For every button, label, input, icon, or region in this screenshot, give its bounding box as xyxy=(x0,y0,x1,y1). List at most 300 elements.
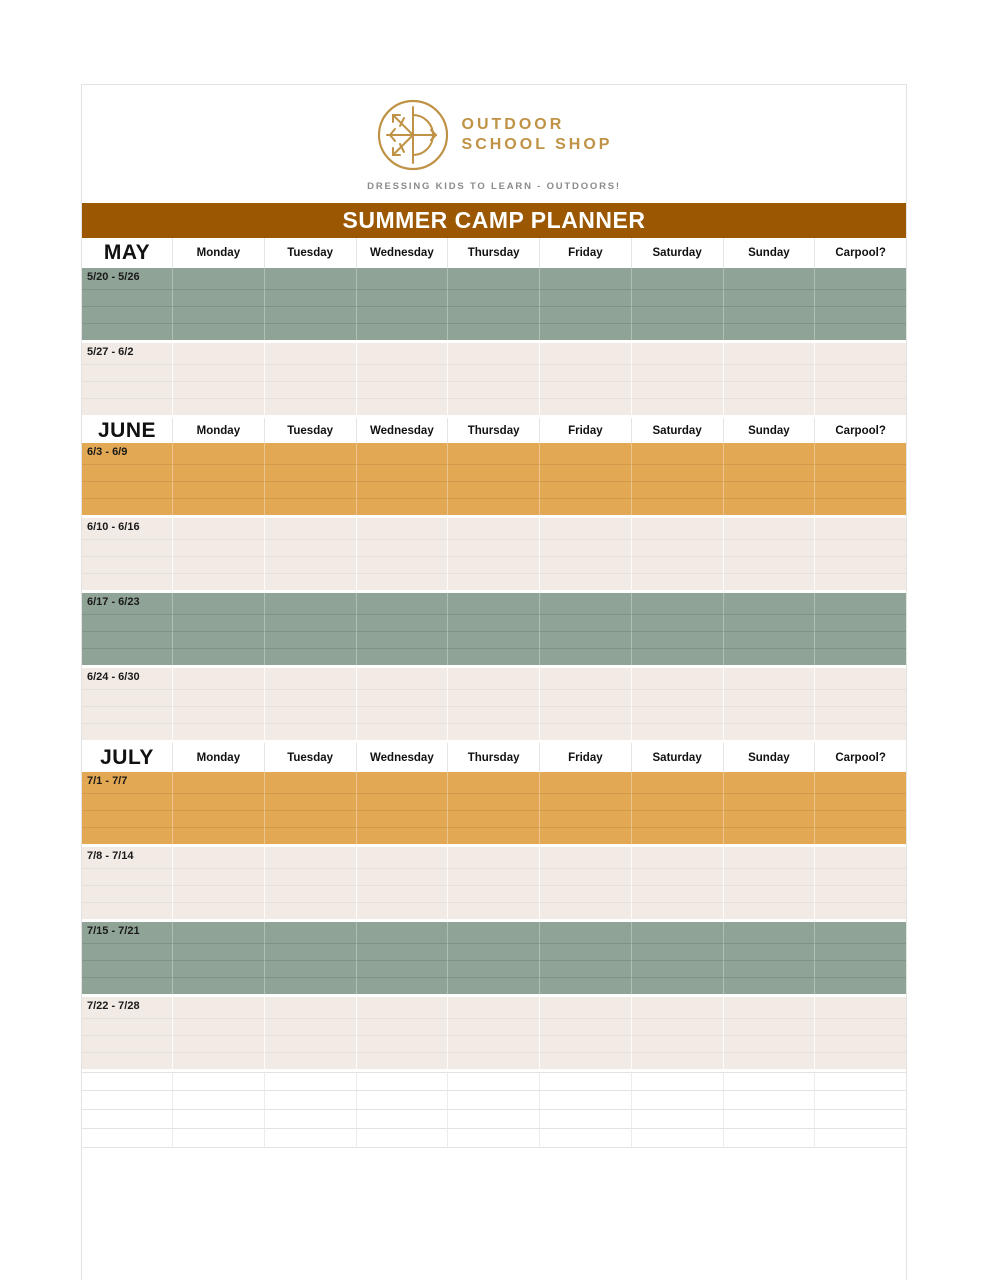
planner-cell[interactable] xyxy=(356,868,448,885)
planner-cell[interactable] xyxy=(814,922,906,943)
planner-cell[interactable] xyxy=(723,847,815,868)
planner-cell[interactable] xyxy=(814,398,906,415)
planner-cell[interactable] xyxy=(447,289,539,306)
planner-cell[interactable] xyxy=(723,868,815,885)
empty-cell[interactable] xyxy=(447,1129,539,1148)
planner-cell[interactable] xyxy=(631,1035,723,1052)
planner-cell[interactable] xyxy=(447,827,539,844)
planner-cell[interactable] xyxy=(356,827,448,844)
planner-cell[interactable] xyxy=(447,593,539,614)
planner-cell[interactable] xyxy=(723,943,815,960)
planner-cell[interactable] xyxy=(172,556,264,573)
planner-cell[interactable] xyxy=(723,1052,815,1069)
planner-cell[interactable] xyxy=(264,614,356,631)
planner-cell[interactable] xyxy=(172,706,264,723)
planner-cell[interactable] xyxy=(356,997,448,1018)
planner-cell[interactable] xyxy=(356,1018,448,1035)
planner-cell[interactable] xyxy=(264,960,356,977)
planner-cell[interactable] xyxy=(539,689,631,706)
planner-cell[interactable] xyxy=(539,464,631,481)
planner-cell[interactable] xyxy=(539,481,631,498)
empty-cell[interactable] xyxy=(539,1091,631,1110)
planner-cell[interactable] xyxy=(264,922,356,943)
planner-cell[interactable] xyxy=(447,631,539,648)
planner-cell[interactable] xyxy=(172,398,264,415)
planner-cell[interactable] xyxy=(264,885,356,902)
planner-cell[interactable] xyxy=(447,902,539,919)
planner-cell[interactable] xyxy=(172,481,264,498)
planner-cell[interactable] xyxy=(814,556,906,573)
planner-cell[interactable] xyxy=(356,1035,448,1052)
planner-cell[interactable] xyxy=(447,648,539,665)
planner-cell[interactable] xyxy=(356,943,448,960)
planner-cell[interactable] xyxy=(264,573,356,590)
planner-cell[interactable] xyxy=(814,1018,906,1035)
planner-cell[interactable] xyxy=(723,539,815,556)
planner-cell[interactable] xyxy=(447,847,539,868)
planner-cell[interactable] xyxy=(82,323,172,340)
planner-cell[interactable] xyxy=(82,977,172,994)
planner-cell[interactable] xyxy=(723,723,815,740)
planner-cell[interactable] xyxy=(814,631,906,648)
planner-cell[interactable] xyxy=(814,1052,906,1069)
planner-cell[interactable] xyxy=(356,631,448,648)
planner-cell[interactable] xyxy=(264,443,356,464)
planner-cell[interactable] xyxy=(356,343,448,364)
planner-cell[interactable] xyxy=(539,648,631,665)
planner-cell[interactable] xyxy=(631,556,723,573)
planner-cell[interactable] xyxy=(447,772,539,793)
planner-cell[interactable] xyxy=(82,689,172,706)
planner-cell[interactable] xyxy=(631,289,723,306)
planner-cell[interactable] xyxy=(814,810,906,827)
planner-cell[interactable] xyxy=(539,268,631,289)
planner-cell[interactable] xyxy=(82,1035,172,1052)
planner-cell[interactable] xyxy=(172,943,264,960)
empty-cell[interactable] xyxy=(723,1129,815,1148)
planner-cell[interactable] xyxy=(539,539,631,556)
planner-cell[interactable] xyxy=(539,997,631,1018)
planner-cell[interactable] xyxy=(356,960,448,977)
planner-cell[interactable] xyxy=(631,398,723,415)
planner-cell[interactable] xyxy=(723,1018,815,1035)
planner-cell[interactable] xyxy=(447,323,539,340)
planner-cell[interactable] xyxy=(447,268,539,289)
planner-cell[interactable] xyxy=(356,573,448,590)
empty-cell[interactable] xyxy=(264,1072,356,1091)
planner-cell[interactable] xyxy=(264,847,356,868)
planner-cell[interactable] xyxy=(631,902,723,919)
planner-cell[interactable] xyxy=(82,481,172,498)
planner-cell[interactable] xyxy=(539,772,631,793)
planner-cell[interactable] xyxy=(723,827,815,844)
planner-cell[interactable] xyxy=(356,1052,448,1069)
planner-cell[interactable] xyxy=(723,593,815,614)
empty-cell[interactable] xyxy=(814,1110,906,1129)
planner-cell[interactable] xyxy=(264,289,356,306)
empty-cell[interactable] xyxy=(82,1110,172,1129)
planner-cell[interactable] xyxy=(814,706,906,723)
planner-cell[interactable] xyxy=(723,518,815,539)
planner-cell[interactable] xyxy=(814,793,906,810)
planner-cell[interactable] xyxy=(82,631,172,648)
planner-cell[interactable] xyxy=(447,689,539,706)
planner-cell[interactable] xyxy=(539,518,631,539)
planner-cell[interactable] xyxy=(631,943,723,960)
planner-cell[interactable] xyxy=(172,922,264,943)
planner-cell[interactable] xyxy=(172,868,264,885)
planner-cell[interactable] xyxy=(631,793,723,810)
planner-cell[interactable] xyxy=(356,381,448,398)
planner-cell[interactable] xyxy=(172,810,264,827)
planner-cell[interactable] xyxy=(172,631,264,648)
planner-cell[interactable] xyxy=(447,810,539,827)
planner-cell[interactable] xyxy=(356,614,448,631)
planner-cell[interactable] xyxy=(539,614,631,631)
planner-cell[interactable] xyxy=(264,381,356,398)
planner-cell[interactable] xyxy=(264,723,356,740)
planner-cell[interactable] xyxy=(356,364,448,381)
empty-cell[interactable] xyxy=(631,1072,723,1091)
planner-cell[interactable] xyxy=(723,922,815,943)
planner-cell[interactable] xyxy=(814,343,906,364)
planner-cell[interactable] xyxy=(539,943,631,960)
planner-cell[interactable] xyxy=(264,518,356,539)
planner-cell[interactable] xyxy=(447,1035,539,1052)
planner-cell[interactable] xyxy=(82,793,172,810)
planner-cell[interactable] xyxy=(539,668,631,689)
planner-cell[interactable] xyxy=(356,648,448,665)
planner-cell[interactable] xyxy=(814,481,906,498)
planner-cell[interactable] xyxy=(82,556,172,573)
planner-cell[interactable] xyxy=(356,793,448,810)
empty-cell[interactable] xyxy=(172,1091,264,1110)
planner-cell[interactable] xyxy=(723,902,815,919)
planner-cell[interactable] xyxy=(447,518,539,539)
planner-cell[interactable] xyxy=(264,1018,356,1035)
empty-cell[interactable] xyxy=(356,1072,448,1091)
planner-cell[interactable] xyxy=(723,343,815,364)
planner-cell[interactable] xyxy=(264,772,356,793)
planner-cell[interactable] xyxy=(814,868,906,885)
empty-cell[interactable] xyxy=(172,1072,264,1091)
planner-cell[interactable] xyxy=(264,631,356,648)
planner-cell[interactable] xyxy=(631,960,723,977)
planner-cell[interactable] xyxy=(172,885,264,902)
planner-cell[interactable] xyxy=(172,723,264,740)
planner-cell[interactable] xyxy=(631,868,723,885)
planner-cell[interactable] xyxy=(264,943,356,960)
planner-cell[interactable] xyxy=(172,518,264,539)
planner-cell[interactable] xyxy=(631,827,723,844)
planner-cell[interactable] xyxy=(631,364,723,381)
planner-cell[interactable] xyxy=(723,706,815,723)
planner-cell[interactable] xyxy=(539,323,631,340)
planner-cell[interactable] xyxy=(723,689,815,706)
planner-cell[interactable] xyxy=(723,464,815,481)
planner-cell[interactable] xyxy=(723,364,815,381)
planner-cell[interactable] xyxy=(264,902,356,919)
planner-cell[interactable] xyxy=(814,614,906,631)
planner-cell[interactable] xyxy=(82,614,172,631)
planner-cell[interactable] xyxy=(264,306,356,323)
planner-cell[interactable] xyxy=(172,997,264,1018)
planner-cell[interactable] xyxy=(447,868,539,885)
empty-cell[interactable] xyxy=(539,1129,631,1148)
planner-cell[interactable] xyxy=(539,498,631,515)
planner-cell[interactable] xyxy=(723,631,815,648)
planner-cell[interactable] xyxy=(82,648,172,665)
planner-cell[interactable] xyxy=(447,443,539,464)
planner-cell[interactable] xyxy=(723,306,815,323)
planner-cell[interactable] xyxy=(447,1018,539,1035)
empty-cell[interactable] xyxy=(264,1110,356,1129)
planner-cell[interactable] xyxy=(172,443,264,464)
empty-cell[interactable] xyxy=(447,1072,539,1091)
planner-cell[interactable] xyxy=(447,885,539,902)
planner-cell[interactable] xyxy=(172,364,264,381)
planner-cell[interactable] xyxy=(539,1052,631,1069)
planner-cell[interactable] xyxy=(631,498,723,515)
planner-cell[interactable] xyxy=(539,1035,631,1052)
planner-cell[interactable] xyxy=(447,481,539,498)
planner-cell[interactable] xyxy=(631,847,723,868)
planner-cell[interactable] xyxy=(172,381,264,398)
planner-cell[interactable] xyxy=(814,1035,906,1052)
planner-cell[interactable] xyxy=(82,381,172,398)
planner-cell[interactable] xyxy=(631,648,723,665)
planner-cell[interactable] xyxy=(631,518,723,539)
planner-cell[interactable] xyxy=(814,443,906,464)
planner-cell[interactable] xyxy=(172,289,264,306)
planner-cell[interactable] xyxy=(172,573,264,590)
planner-cell[interactable] xyxy=(723,498,815,515)
planner-cell[interactable] xyxy=(631,323,723,340)
planner-cell[interactable] xyxy=(723,648,815,665)
planner-cell[interactable] xyxy=(356,289,448,306)
planner-cell[interactable] xyxy=(447,706,539,723)
planner-cell[interactable] xyxy=(814,518,906,539)
planner-cell[interactable] xyxy=(539,977,631,994)
planner-cell[interactable] xyxy=(539,706,631,723)
planner-cell[interactable] xyxy=(82,960,172,977)
planner-cell[interactable] xyxy=(447,922,539,943)
planner-cell[interactable] xyxy=(447,668,539,689)
planner-cell[interactable] xyxy=(264,268,356,289)
planner-cell[interactable] xyxy=(814,977,906,994)
planner-cell[interactable] xyxy=(82,868,172,885)
planner-cell[interactable] xyxy=(539,343,631,364)
planner-cell[interactable] xyxy=(539,398,631,415)
planner-cell[interactable] xyxy=(172,793,264,810)
planner-cell[interactable] xyxy=(814,364,906,381)
empty-cell[interactable] xyxy=(814,1091,906,1110)
planner-cell[interactable] xyxy=(356,481,448,498)
planner-cell[interactable] xyxy=(447,1052,539,1069)
empty-cell[interactable] xyxy=(356,1129,448,1148)
planner-cell[interactable] xyxy=(82,498,172,515)
planner-cell[interactable] xyxy=(264,648,356,665)
planner-cell[interactable] xyxy=(82,723,172,740)
planner-cell[interactable] xyxy=(172,539,264,556)
planner-cell[interactable] xyxy=(723,668,815,689)
planner-cell[interactable] xyxy=(814,885,906,902)
planner-cell[interactable] xyxy=(447,464,539,481)
planner-cell[interactable] xyxy=(82,827,172,844)
planner-cell[interactable] xyxy=(356,885,448,902)
planner-cell[interactable] xyxy=(82,1018,172,1035)
planner-cell[interactable] xyxy=(814,943,906,960)
planner-cell[interactable] xyxy=(539,723,631,740)
planner-cell[interactable] xyxy=(264,810,356,827)
planner-cell[interactable] xyxy=(539,847,631,868)
planner-cell[interactable] xyxy=(356,772,448,793)
planner-cell[interactable] xyxy=(723,960,815,977)
planner-cell[interactable] xyxy=(264,827,356,844)
empty-cell[interactable] xyxy=(539,1072,631,1091)
planner-cell[interactable] xyxy=(814,827,906,844)
planner-cell[interactable] xyxy=(264,556,356,573)
planner-cell[interactable] xyxy=(539,631,631,648)
planner-cell[interactable] xyxy=(814,847,906,868)
planner-cell[interactable] xyxy=(723,810,815,827)
planner-cell[interactable] xyxy=(172,772,264,793)
planner-cell[interactable] xyxy=(172,1052,264,1069)
planner-cell[interactable] xyxy=(82,810,172,827)
planner-cell[interactable] xyxy=(539,885,631,902)
planner-cell[interactable] xyxy=(264,1052,356,1069)
empty-cell[interactable] xyxy=(631,1129,723,1148)
planner-cell[interactable] xyxy=(723,793,815,810)
planner-cell[interactable] xyxy=(631,306,723,323)
planner-cell[interactable] xyxy=(723,1035,815,1052)
planner-cell[interactable] xyxy=(814,573,906,590)
planner-cell[interactable] xyxy=(539,289,631,306)
planner-cell[interactable] xyxy=(172,306,264,323)
planner-cell[interactable] xyxy=(264,706,356,723)
planner-cell[interactable] xyxy=(264,689,356,706)
planner-cell[interactable] xyxy=(82,306,172,323)
planner-cell[interactable] xyxy=(356,902,448,919)
planner-cell[interactable] xyxy=(539,306,631,323)
planner-cell[interactable] xyxy=(539,902,631,919)
planner-cell[interactable] xyxy=(447,793,539,810)
empty-cell[interactable] xyxy=(82,1072,172,1091)
empty-cell[interactable] xyxy=(631,1091,723,1110)
planner-cell[interactable] xyxy=(814,997,906,1018)
planner-cell[interactable] xyxy=(264,539,356,556)
planner-cell[interactable] xyxy=(723,398,815,415)
planner-cell[interactable] xyxy=(82,1052,172,1069)
planner-cell[interactable] xyxy=(172,614,264,631)
empty-cell[interactable] xyxy=(723,1072,815,1091)
planner-cell[interactable] xyxy=(356,706,448,723)
planner-cell[interactable] xyxy=(447,943,539,960)
planner-cell[interactable] xyxy=(172,689,264,706)
planner-cell[interactable] xyxy=(356,723,448,740)
planner-cell[interactable] xyxy=(631,810,723,827)
empty-cell[interactable] xyxy=(539,1110,631,1129)
planner-cell[interactable] xyxy=(631,723,723,740)
planner-cell[interactable] xyxy=(172,902,264,919)
planner-cell[interactable] xyxy=(631,1018,723,1035)
planner-cell[interactable] xyxy=(631,614,723,631)
planner-cell[interactable] xyxy=(356,306,448,323)
planner-cell[interactable] xyxy=(172,593,264,614)
empty-cell[interactable] xyxy=(82,1129,172,1148)
planner-cell[interactable] xyxy=(814,464,906,481)
planner-cell[interactable] xyxy=(82,364,172,381)
planner-cell[interactable] xyxy=(447,556,539,573)
planner-cell[interactable] xyxy=(631,464,723,481)
planner-cell[interactable] xyxy=(814,902,906,919)
planner-cell[interactable] xyxy=(447,398,539,415)
planner-cell[interactable] xyxy=(172,668,264,689)
planner-cell[interactable] xyxy=(172,1035,264,1052)
planner-cell[interactable] xyxy=(356,464,448,481)
planner-cell[interactable] xyxy=(264,398,356,415)
planner-cell[interactable] xyxy=(539,593,631,614)
planner-cell[interactable] xyxy=(356,323,448,340)
planner-cell[interactable] xyxy=(264,668,356,689)
planner-cell[interactable] xyxy=(264,593,356,614)
planner-cell[interactable] xyxy=(631,481,723,498)
planner-cell[interactable] xyxy=(264,977,356,994)
planner-cell[interactable] xyxy=(447,614,539,631)
planner-cell[interactable] xyxy=(172,498,264,515)
planner-cell[interactable] xyxy=(631,772,723,793)
planner-cell[interactable] xyxy=(814,268,906,289)
planner-cell[interactable] xyxy=(723,977,815,994)
planner-cell[interactable] xyxy=(264,1035,356,1052)
planner-cell[interactable] xyxy=(814,668,906,689)
planner-cell[interactable] xyxy=(447,539,539,556)
planner-cell[interactable] xyxy=(631,443,723,464)
planner-cell[interactable] xyxy=(447,960,539,977)
empty-cell[interactable] xyxy=(631,1110,723,1129)
planner-cell[interactable] xyxy=(172,1018,264,1035)
empty-cell[interactable] xyxy=(814,1129,906,1148)
empty-cell[interactable] xyxy=(814,1072,906,1091)
planner-cell[interactable] xyxy=(814,723,906,740)
planner-cell[interactable] xyxy=(539,364,631,381)
planner-cell[interactable] xyxy=(356,498,448,515)
planner-cell[interactable] xyxy=(539,556,631,573)
planner-cell[interactable] xyxy=(264,997,356,1018)
planner-cell[interactable] xyxy=(539,1018,631,1035)
planner-cell[interactable] xyxy=(82,464,172,481)
planner-cell[interactable] xyxy=(172,847,264,868)
planner-cell[interactable] xyxy=(631,631,723,648)
planner-cell[interactable] xyxy=(631,593,723,614)
planner-cell[interactable] xyxy=(172,827,264,844)
planner-cell[interactable] xyxy=(447,573,539,590)
planner-cell[interactable] xyxy=(82,885,172,902)
planner-cell[interactable] xyxy=(356,922,448,943)
planner-cell[interactable] xyxy=(447,364,539,381)
planner-cell[interactable] xyxy=(631,573,723,590)
planner-cell[interactable] xyxy=(814,593,906,614)
planner-cell[interactable] xyxy=(172,268,264,289)
planner-cell[interactable] xyxy=(723,443,815,464)
planner-cell[interactable] xyxy=(356,556,448,573)
planner-cell[interactable] xyxy=(814,498,906,515)
planner-cell[interactable] xyxy=(539,922,631,943)
planner-cell[interactable] xyxy=(356,689,448,706)
planner-cell[interactable] xyxy=(723,323,815,340)
planner-cell[interactable] xyxy=(539,381,631,398)
planner-cell[interactable] xyxy=(723,481,815,498)
